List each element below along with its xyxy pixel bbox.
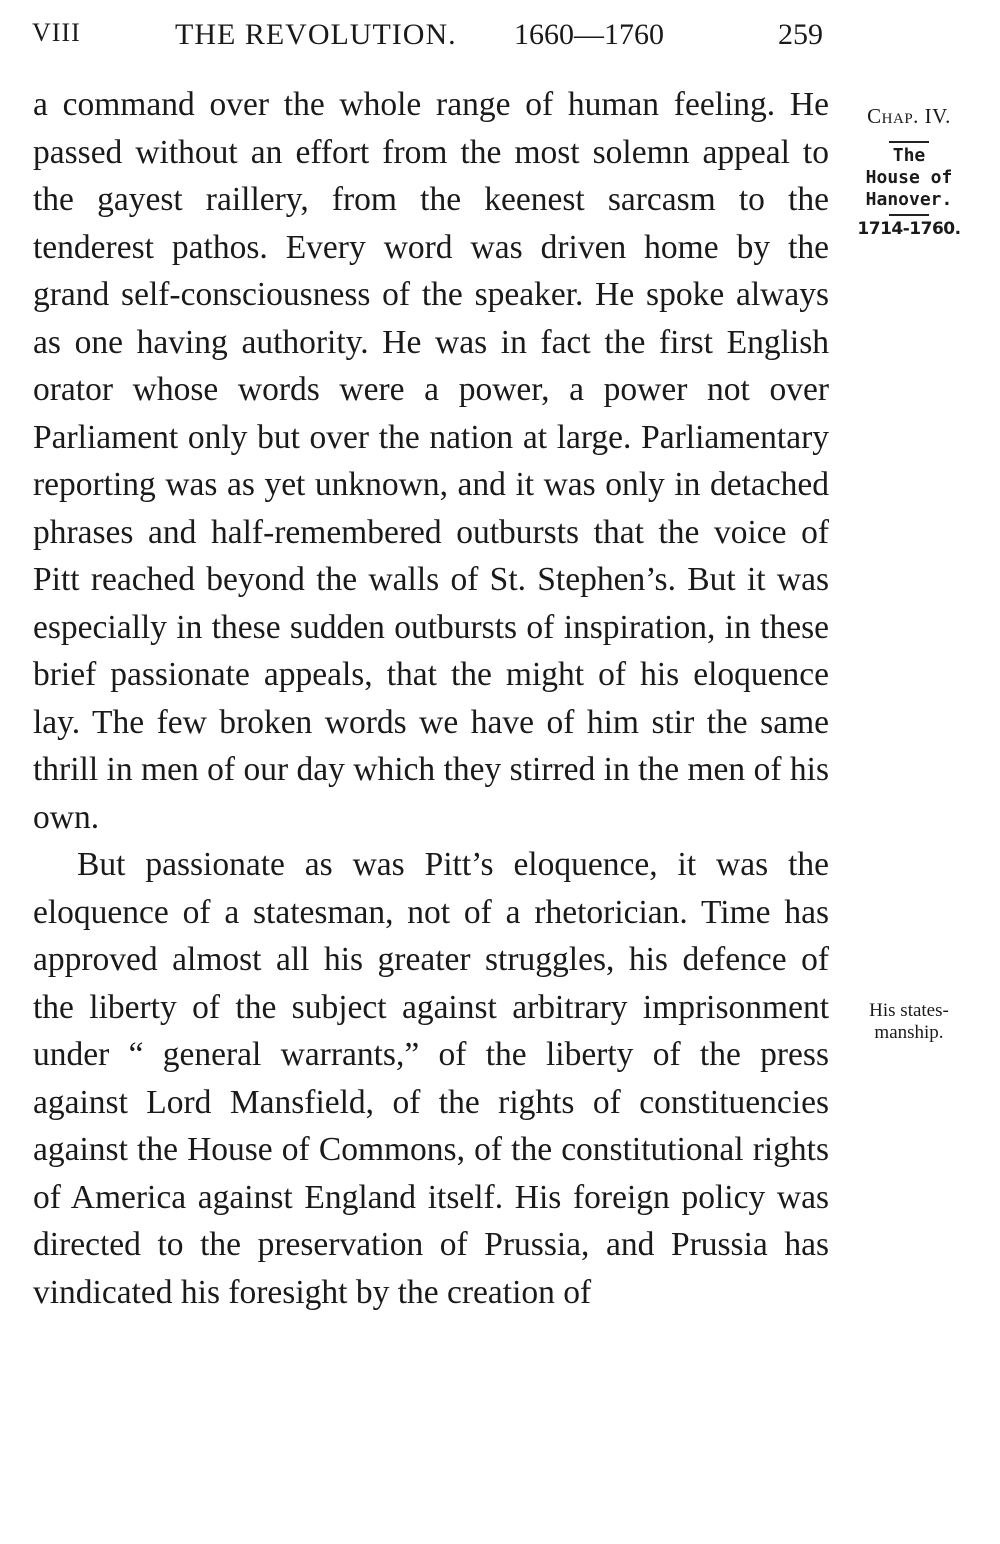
book-part-title: THE REVOLUTION. xyxy=(175,18,457,51)
section-title-line-3: Hanover. xyxy=(865,189,953,210)
period-years: 1660—1760 xyxy=(514,18,664,51)
chapter-ref-label: Chap. IV. xyxy=(867,104,951,128)
margin-section-heading xyxy=(846,138,972,240)
section-years: 1714-1760. xyxy=(857,219,961,239)
body-text xyxy=(33,81,829,1316)
running-head xyxy=(32,18,828,58)
statesmanship-note-text: His states-manship. xyxy=(869,1000,949,1043)
page-number: 259 xyxy=(778,18,823,51)
section-title-line-1: The xyxy=(892,145,926,166)
paragraph-eloquence: a command over the whole range of human feeling. He passed without an effort from the most solemn appeal to the gayest raillery, from the keenest sarcasm to the tenderest pathos. Every word was driven home by the grand self-consciousness of the speaker. He spoke always as one having authority. He was in fact the first English orator whose words were a power, a power not over Parliament only but over the nation at large. Parliamentary reporting was as yet unknown, and it was only in detached phrases and half-remembered outbursts that the voice of Pitt reached beyond the walls of St. Stephen’s. But it was especially in these sudden outbursts of inspiration, in these brief passionate appeals, that the might of his eloquence lay. The few broken words we have of him stir the same thrill in men of our day which they stirred in the men of his own. xyxy=(33,86,829,836)
margin-note-statesmanship xyxy=(846,1000,972,1044)
paragraph-statesmanship: But passionate as was Pitt’s eloquence, it was the eloquence of a statesman, not of a rhetorician. Time has approved almost all his greater struggles, his defence of the liberty of the subject against arbitrary imprisonment under “ general warrants,” of the liberty of the press against Lord Mansfield, of the rights of constituencies against the House of Commons, of the constitutional rights of America against England itself. His foreign policy was directed to the preservation of Prussia, and Prussia has vindicated his foresight by the creation of xyxy=(33,846,829,1311)
section-top-rule xyxy=(889,141,929,143)
chapter-numeral: VIII xyxy=(32,18,81,47)
section-title-line-2: House of xyxy=(865,167,953,188)
margin-chapter-ref xyxy=(846,104,972,129)
section-bottom-rule xyxy=(889,214,929,216)
